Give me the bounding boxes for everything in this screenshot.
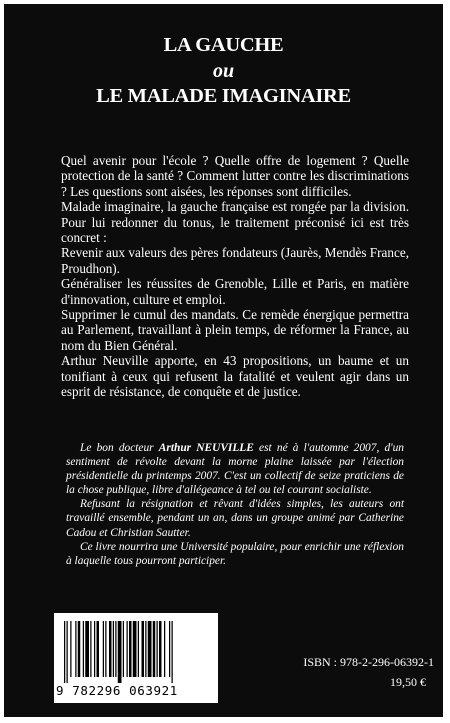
barcode-bar — [127, 621, 128, 677]
barcode-bar — [97, 621, 100, 677]
blurb-paragraph: Revenir aux valeurs des pères fondateurs (Jaurès, Mendès France, Proudhon). — [61, 245, 409, 276]
bio-text: est né à l'automne 2007, d'un sentiment de révolte devant la morne plaine laissée par l'élection présidentielle du printemps 2007. C'est un collectif de seize praticiens de la chose publique, libre d'allégeance à tel ou tel courant socialiste. — [66, 442, 404, 497]
back-cover — [4, 4, 443, 717]
barcode-bar — [103, 621, 104, 677]
barcode-bar — [133, 621, 137, 677]
barcode-bar — [145, 621, 146, 677]
barcode-bar — [94, 621, 95, 677]
barcode-bar — [109, 621, 112, 677]
barcode-bar — [70, 621, 71, 677]
barcode-bar — [67, 621, 68, 683]
barcode — [54, 613, 218, 703]
blurb — [61, 153, 409, 400]
barcode-bar — [78, 621, 81, 677]
barcode-bar — [138, 621, 139, 677]
barcode-bar — [169, 621, 170, 677]
blurb-paragraph: Supprimer le cumul des mandats. Ce remède énergique permettra au Parlement, travaillant à plein temps, de réformer la France, au nom du Bien Général. — [61, 307, 409, 353]
barcode-bar — [172, 621, 173, 683]
barcode-bar — [64, 621, 65, 683]
barcode-bar — [148, 621, 152, 677]
barcode-bar — [159, 621, 162, 677]
bio-paragraph: Refusant la résignation et rêvant d'idées simples, les auteurs ont travaillé ensemble, pendant un an, dans un groupe animé par Catherine Cadou et Christian Sautter. — [66, 498, 404, 539]
barcode-digits: 9 782296 063921 — [56, 683, 178, 698]
title-separator: ou — [212, 60, 235, 82]
barcode-bar — [153, 621, 156, 677]
barcode-bar — [123, 621, 124, 677]
barcode-bar — [129, 621, 132, 677]
price: 19,50 € — [390, 675, 426, 689]
barcode-bar — [105, 621, 106, 677]
barcode-bar — [164, 621, 165, 677]
title-line-2: LE MALADE IMAGINAIRE — [96, 85, 351, 107]
blurb-paragraph: Arthur Neuville apporte, en 43 propositions, un baume et un tonifiant à ceux qui refusent la fatalité et veulent agir dans un esprit de résistance, de conquête et de justice. — [61, 353, 409, 400]
book-title — [4, 32, 443, 110]
blurb-paragraph: Quel avenir pour l'école ? Quelle offre de logement ? Quelle protection de la santé ? Comment lutter contre les discriminations ? Les questions sont aisées, les réponses sont difficiles. — [61, 153, 409, 199]
barcode-bars-icon — [64, 621, 208, 683]
barcode-bar — [157, 621, 158, 677]
barcode-bar — [83, 621, 84, 677]
blurb-paragraph: Malade imaginaire, la gauche française est rongée par la division. Pour lui redonner du tonus, le traitement préconisé ici est très concret : — [61, 199, 409, 246]
isbn: ISBN : 978-2-296-06392-1 — [303, 655, 434, 669]
bio-paragraph — [66, 441, 404, 497]
bio-paragraph: Ce livre nourrira une Université populaire, pour enrichir une réflexion à laquelle tous pourront participer. — [66, 540, 404, 567]
blurb-paragraph: Généraliser les réussites de Grenoble, Lille et Paris, en matière d'innovation, culture et emploi. — [61, 276, 409, 307]
title-line-1: LA GAUCHE — [163, 34, 284, 56]
barcode-bar — [90, 621, 91, 677]
author-name: Arthur NEUVILLE — [158, 442, 254, 454]
barcode-bar — [85, 621, 89, 677]
barcode-bar — [113, 621, 114, 677]
barcode-bar — [142, 621, 145, 677]
bio-intro: Le bon docteur — [80, 442, 159, 454]
barcode-bar — [75, 621, 76, 677]
barcode-bar — [118, 621, 122, 683]
barcode-bar — [115, 621, 116, 677]
author-bio — [66, 441, 404, 568]
